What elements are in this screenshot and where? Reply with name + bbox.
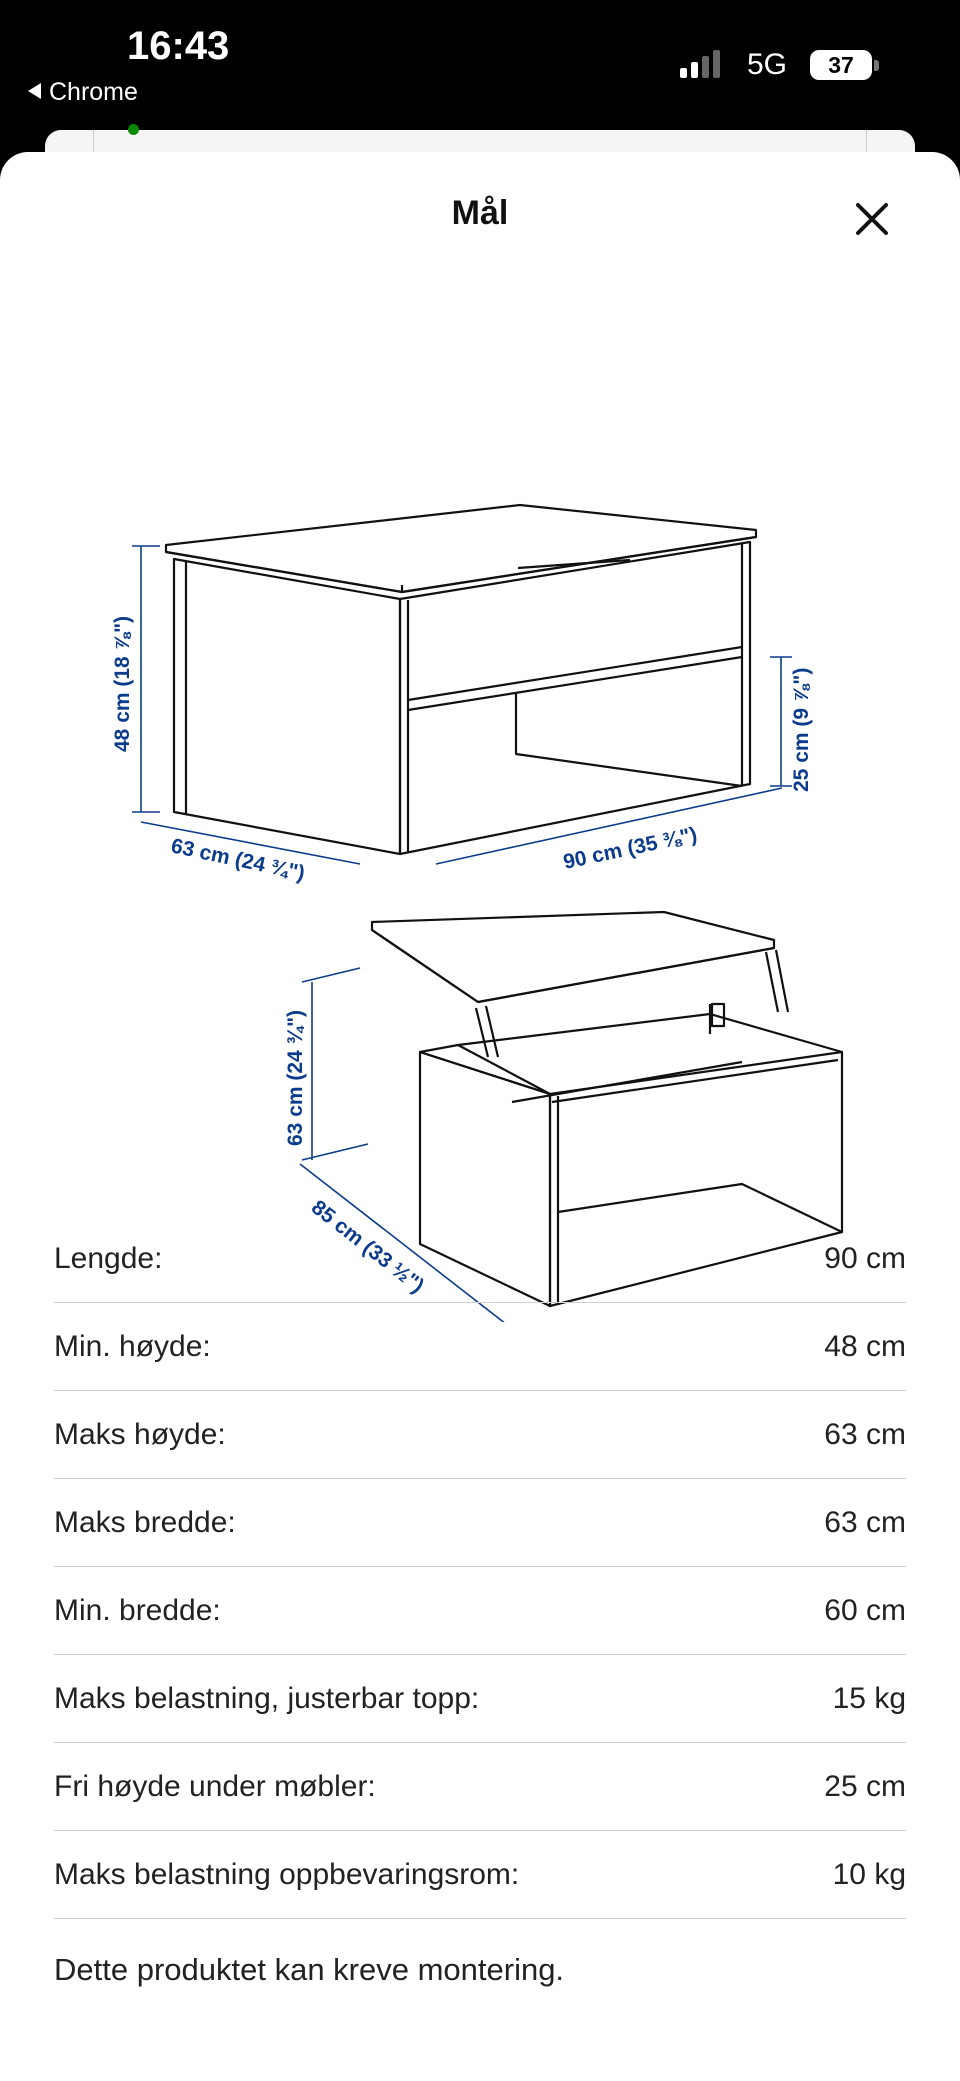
spec-value: 10 kg <box>832 1857 906 1891</box>
dimensions-sheet <box>0 152 960 2081</box>
dim-clearance: 25 cm (9 ⅞") <box>790 667 813 792</box>
dim-closed-length: 90 cm (35 ⅜") <box>561 823 700 874</box>
spec-label: Min. høyde: <box>54 1329 211 1363</box>
spec-label: Lengde: <box>54 1241 163 1275</box>
spec-label: Maks belastning, justerbar topp: <box>54 1681 480 1715</box>
sheet-title: Mål <box>451 194 509 232</box>
back-arrow-icon <box>28 83 41 99</box>
battery-nub <box>874 60 879 71</box>
closed-table-drawing <box>166 505 756 854</box>
spec-label: Min. bredde: <box>54 1593 221 1627</box>
spec-value: 90 cm <box>824 1241 906 1275</box>
spec-value: 25 cm <box>824 1769 906 1803</box>
spec-label: Maks bredde: <box>54 1505 236 1539</box>
spec-value: 63 cm <box>824 1417 906 1451</box>
dim-closed-width: 63 cm (24 ¾") <box>168 834 307 886</box>
spec-value: 60 cm <box>824 1593 906 1627</box>
clock: 16:43 <box>127 24 230 68</box>
spec-row-clearance <box>54 1743 906 1831</box>
spec-row-min-width <box>54 1567 906 1655</box>
spec-row-length <box>54 1215 906 1303</box>
dim-open-height: 63 cm (24 ¾") <box>284 1009 307 1146</box>
spec-row-max-height <box>54 1391 906 1479</box>
battery-level: 37 <box>828 52 854 78</box>
availability-text: Tilgjengelig <box>160 112 241 129</box>
back-to-chrome-link[interactable] <box>28 78 138 107</box>
specs-list <box>54 1215 906 1919</box>
battery-icon <box>810 50 872 80</box>
back-label: Chrome <box>49 78 138 106</box>
close-icon[interactable] <box>850 197 894 241</box>
assembly-note: Dette produktet kan kreve montering. <box>54 1952 565 1987</box>
dim-closed-height: 48 cm (18 ⅞") <box>111 615 134 752</box>
spec-value: 15 kg <box>832 1681 906 1715</box>
spec-label: Maks høyde: <box>54 1417 226 1451</box>
spec-row-max-load-top <box>54 1655 906 1743</box>
spec-value: 63 cm <box>824 1505 906 1539</box>
spec-label: Maks belastning oppbevaringsrom: <box>54 1857 520 1891</box>
network-type: 5G <box>747 48 788 81</box>
dim-open-depth: 85 cm (33 ½") <box>306 1195 429 1298</box>
availability-dot-icon <box>128 124 139 135</box>
spec-row-min-height <box>54 1303 906 1391</box>
spec-value: 48 cm <box>824 1329 906 1363</box>
spec-row-max-width <box>54 1479 906 1567</box>
spec-label: Fri høyde under møbler: <box>54 1769 376 1803</box>
closed-dimension-lines <box>132 546 792 864</box>
spec-row-max-load-storage <box>54 1831 906 1919</box>
product-dimension-illustration <box>0 312 960 1322</box>
